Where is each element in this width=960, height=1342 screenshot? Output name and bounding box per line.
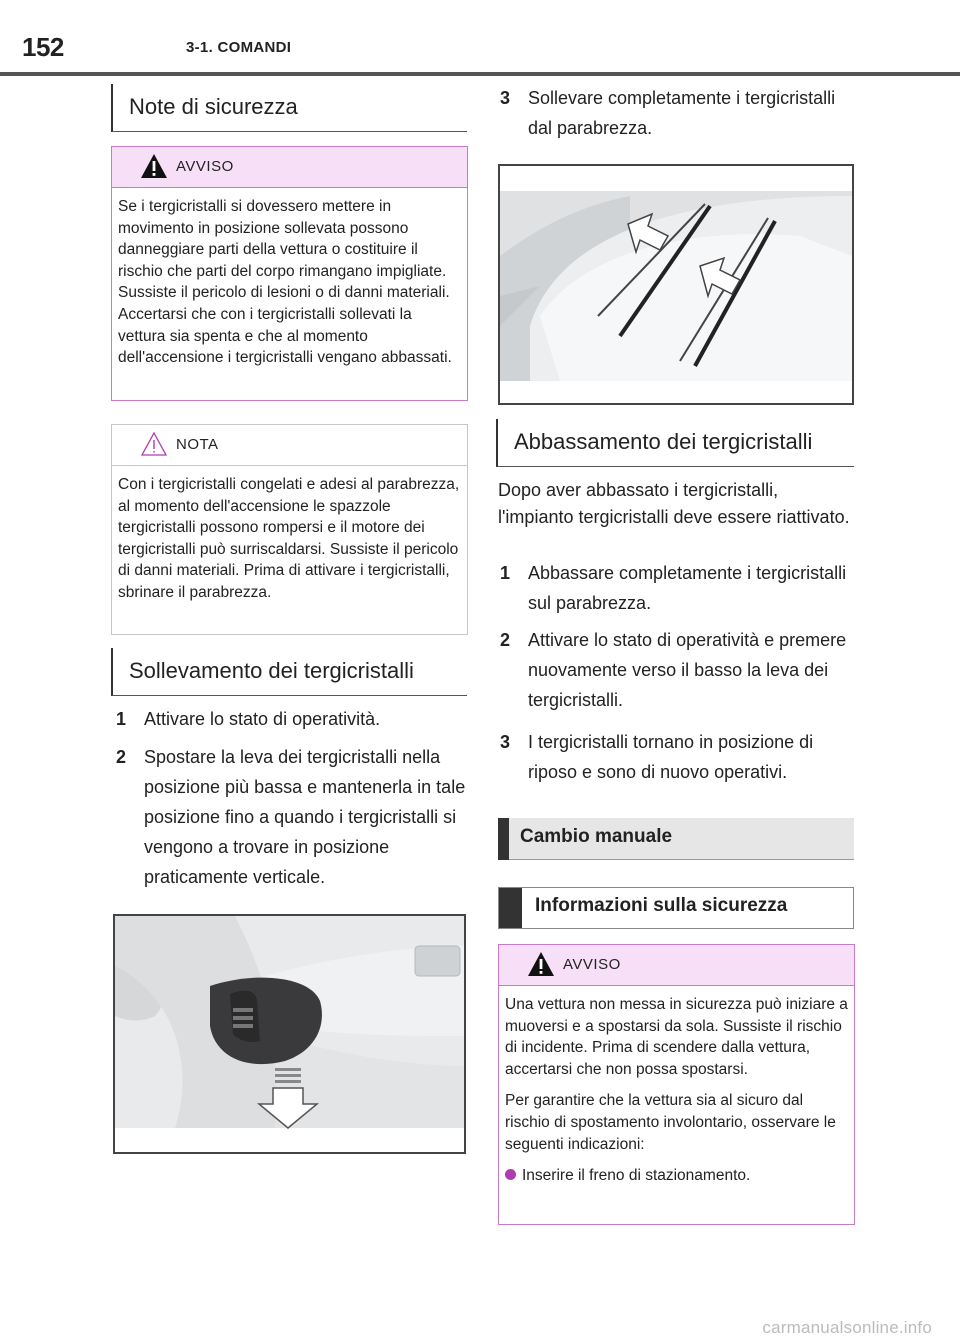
caution-triangle-icon	[140, 431, 168, 457]
lowering-wipers-heading	[496, 419, 854, 467]
note-box	[111, 424, 468, 635]
lower-step-3	[500, 727, 856, 787]
step-number: 1	[500, 563, 511, 583]
lower-step-2	[500, 625, 856, 715]
warning-paragraph-2: Per garantire che la vettura sia al sicuro dal rischio di spostamento involontario, osservare le seguenti indicazioni:	[505, 1092, 836, 1153]
page-number: 152	[22, 32, 64, 62]
note-box-text: Con i tergicristalli congelati e adesi al parabrezza, al momento dell'accensione le spazzole tergicristalli possono rompersi e il motore dei tergicristalli può surriscaldarsi. Sussiste il pericolo di danni materiali. Prima di attivare i tergicristalli, sbrinare il parabrezza.	[118, 476, 460, 601]
step-text: Abbassare completamente i tergicristalli sul parabrezza.	[528, 563, 847, 613]
note-box-title: NOTA	[176, 436, 219, 453]
warning-triangle-icon	[527, 951, 555, 977]
safety-notes-heading	[111, 84, 467, 132]
step-text: Sollevare completamente i tergicristalli dal parabrezza.	[528, 88, 836, 138]
wiper-lever-illustration	[113, 914, 466, 1154]
warning-box-header	[499, 945, 854, 986]
watermark: carmanualsonline.info	[762, 1318, 932, 1337]
safety-info-heading-text: Informazioni sulla sicurezza	[535, 895, 788, 916]
step-number: 2	[116, 747, 127, 767]
warning-triangle-icon	[140, 153, 168, 179]
warning-box-title: AVVISO	[563, 956, 621, 973]
warning-box-text: Se i tergicristalli si dovessero mettere in movimento in posizione sollevata possono danneggiare parti della vettura o costituire il rischio che parti del corpo rimangano impigliate. Sussiste il pericolo di lesioni o di danni materiali. Accertarsi che con i tergicristalli sollevati la vettura sia spenta e che al momento dell'accensione i tergicristalli vengano abbassati.	[118, 198, 452, 367]
lower-step-1	[500, 558, 856, 618]
manual-gearbox-heading-text: Cambio manuale	[520, 826, 673, 847]
step-number: 3	[500, 88, 511, 108]
raised-wipers-illustration	[498, 164, 854, 405]
step-text: Attivare lo stato di operatività.	[144, 709, 381, 729]
safety-notes-heading-text: Note di sicurezza	[129, 94, 298, 119]
warning-box-header	[112, 147, 467, 188]
step-number: 1	[116, 709, 127, 729]
bullet-dot-icon	[505, 1169, 516, 1180]
raise-step-3	[500, 83, 856, 143]
raise-step-2	[116, 742, 466, 892]
chapter-title: 3-1. COMANDI	[186, 39, 292, 56]
raising-wipers-heading-text: Sollevamento dei tergicristalli	[129, 658, 414, 683]
manual-gearbox-heading	[498, 818, 854, 860]
lowering-intro: Dopo aver abbassato i tergicristalli, l'impianto tergicristalli deve essere riattivato.	[498, 480, 850, 527]
step-number: 3	[500, 732, 511, 752]
bullet-text: Inserire il freno di stazionamento.	[522, 1167, 751, 1185]
warning-box	[111, 146, 468, 401]
step-text: I tergicristalli tornano in posizione di riposo e sono di nuovo operativi.	[528, 732, 814, 782]
wiper-lever-drawing	[115, 916, 464, 1152]
safety-info-heading	[498, 887, 854, 929]
heading-bar	[498, 818, 509, 860]
lowering-wipers-heading-text: Abbassamento dei tergicristalli	[514, 429, 813, 454]
warning-box-body	[499, 986, 854, 1187]
header-rule	[0, 72, 960, 76]
raised-wipers-drawing	[500, 166, 852, 403]
warning-box-2	[498, 944, 855, 1225]
raising-wipers-heading	[111, 648, 467, 696]
warning-paragraph-1: Una vettura non messa in sicurezza può iniziare a muoversi e a spostarsi da sola. Sussiste il rischio di incidente. Prima di scendere dalla vettura, accertarsi che non possa spostarsi.	[505, 996, 848, 1078]
step-text: Attivare lo stato di operatività e premere nuovamente verso il basso la leva dei tergicristalli.	[528, 630, 847, 710]
heading-bar	[499, 888, 522, 928]
note-box-header	[112, 425, 467, 466]
step-text: Spostare la leva dei tergicristalli nella posizione più bassa e mantenerla in tale posizione fino a quando i tergicristalli si vengono a trovare in posizione praticamente verticale.	[144, 747, 466, 887]
bullet-item	[505, 1165, 848, 1187]
step-number: 2	[500, 630, 511, 650]
raise-step-1	[116, 704, 466, 734]
warning-box-title: AVVISO	[176, 158, 234, 175]
